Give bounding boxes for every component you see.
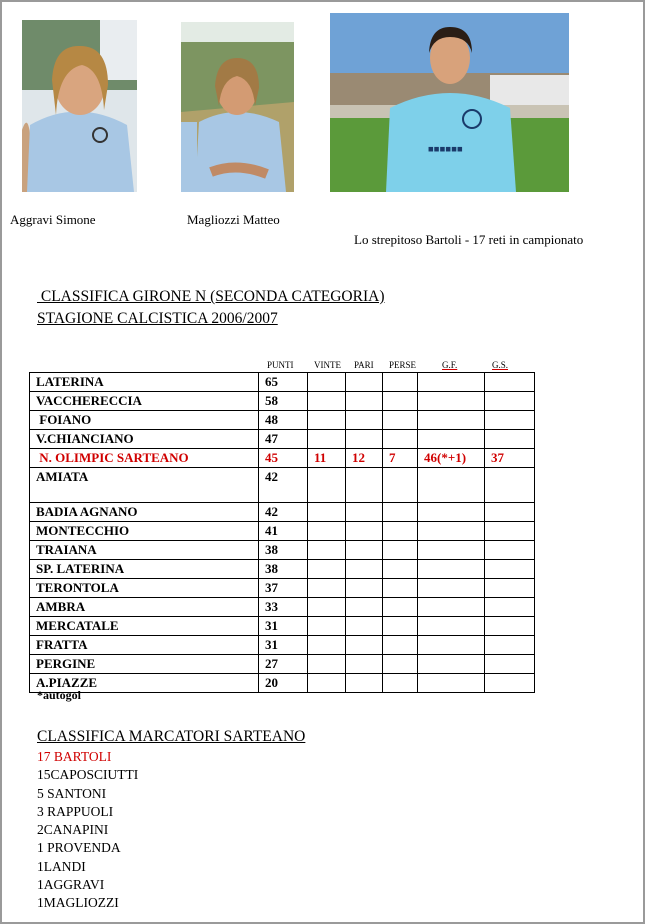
cell-gs (485, 655, 535, 674)
cell-perse (383, 655, 418, 674)
table-row (30, 541, 535, 560)
table-row (30, 449, 535, 468)
photo-bartoli (330, 13, 569, 192)
cell-vinte (308, 468, 346, 503)
cell-perse (383, 468, 418, 503)
standings-season: STAGIONE CALCISTICA 2006/2007 (37, 310, 278, 327)
cell-vinte (308, 373, 346, 392)
cell-gs (485, 373, 535, 392)
scorer-item: 1AGGRAVI (37, 877, 105, 893)
col-header-gs: G.S. (492, 360, 509, 370)
cell-gf (418, 411, 485, 430)
cell-gf (418, 617, 485, 636)
standings-table (29, 372, 535, 693)
cell-punti: 20 (259, 674, 308, 693)
cell-vinte (308, 503, 346, 522)
cell-gf (418, 522, 485, 541)
cell-perse: 7 (383, 449, 418, 468)
team-name: TERONTOLA (30, 579, 259, 598)
cell-punti: 48 (259, 411, 308, 430)
cell-gs: 37 (485, 449, 535, 468)
cell-gf (418, 655, 485, 674)
table-row (30, 373, 535, 392)
team-name: AMIATA (30, 468, 259, 503)
cell-gf (418, 503, 485, 522)
svg-text:◼◼◼◼◼◼: ◼◼◼◼◼◼ (428, 145, 463, 153)
cell-punti: 42 (259, 503, 308, 522)
cell-vinte: 11 (308, 449, 346, 468)
team-name: TRAIANA (30, 541, 259, 560)
scorer-item: 1LANDI (37, 858, 86, 874)
cell-gs (485, 617, 535, 636)
cell-vinte (308, 430, 346, 449)
team-name: FOIANO (30, 411, 259, 430)
table-row (30, 598, 535, 617)
cell-vinte (308, 560, 346, 579)
cell-vinte (308, 411, 346, 430)
cell-punti: 45 (259, 449, 308, 468)
cell-punti: 31 (259, 636, 308, 655)
team-name: BADIA AGNANO (30, 503, 259, 522)
cell-punti: 37 (259, 579, 308, 598)
cell-perse (383, 411, 418, 430)
table-row (30, 617, 535, 636)
cell-vinte (308, 392, 346, 411)
cell-punti: 41 (259, 522, 308, 541)
cell-perse (383, 560, 418, 579)
cell-pari (346, 655, 383, 674)
cell-vinte (308, 617, 346, 636)
cell-gs (485, 522, 535, 541)
cell-gf (418, 579, 485, 598)
standings-title: CLASSIFICA GIRONE N (SECONDA CATEGORIA) (37, 288, 385, 305)
table-row (30, 522, 535, 541)
cell-pari (346, 430, 383, 449)
cell-perse (383, 674, 418, 693)
cell-punti: 47 (259, 430, 308, 449)
cell-perse (383, 617, 418, 636)
team-name: LATERINA (30, 373, 259, 392)
table-row (30, 503, 535, 522)
cell-punti: 38 (259, 560, 308, 579)
col-header-pari: PARI (354, 360, 374, 370)
cell-pari (346, 373, 383, 392)
cell-gf (418, 373, 485, 392)
scorer-item: 15CAPOSCIUTTI (37, 767, 139, 783)
scorer-item: 2CANAPINI (37, 822, 109, 838)
cell-gs (485, 411, 535, 430)
cell-pari (346, 636, 383, 655)
cell-pari (346, 617, 383, 636)
caption-magliozzi: Magliozzi Matteo (187, 212, 280, 227)
footnote-autogol: *autogol (37, 688, 82, 702)
cell-perse (383, 598, 418, 617)
team-name: PERGINE (30, 655, 259, 674)
cell-pari (346, 392, 383, 411)
team-name: V.CHIANCIANO (30, 430, 259, 449)
cell-punti: 38 (259, 541, 308, 560)
table-row (30, 636, 535, 655)
cell-pari (346, 411, 383, 430)
cell-punti: 42 (259, 468, 308, 503)
table-row (30, 411, 535, 430)
col-header-punti: PUNTI (267, 360, 294, 370)
team-name: AMBRA (30, 598, 259, 617)
cell-vinte (308, 636, 346, 655)
scorer-item: 1MAGLIOZZI (37, 895, 119, 911)
table-row (30, 392, 535, 411)
team-name: MONTECCHIO (30, 522, 259, 541)
cell-gf: 46(*+1) (418, 449, 485, 468)
team-name: FRATTA (30, 636, 259, 655)
cell-punti: 65 (259, 373, 308, 392)
team-name: SP. LATERINA (30, 560, 259, 579)
cell-perse (383, 541, 418, 560)
cell-gs (485, 674, 535, 693)
team-name: N. OLIMPIC SARTEANO (30, 449, 259, 468)
cell-gs (485, 392, 535, 411)
col-header-gf: G.F. (442, 360, 458, 370)
cell-vinte (308, 598, 346, 617)
team-name: VACCHERECCIA (30, 392, 259, 411)
col-header-vinte: VINTE (314, 360, 341, 370)
cell-gf (418, 541, 485, 560)
scorers-title: CLASSIFICA MARCATORI SARTEANO (37, 728, 306, 745)
photo-magliozzi (181, 22, 294, 192)
cell-gs (485, 579, 535, 598)
cell-gf (418, 560, 485, 579)
scorer-item: 5 SANTONI (37, 785, 107, 801)
cell-gf (418, 598, 485, 617)
cell-gs (485, 560, 535, 579)
team-name: MERCATALE (30, 617, 259, 636)
cell-pari (346, 503, 383, 522)
cell-pari (346, 674, 383, 693)
scorer-item: 3 RAPPUOLI (37, 803, 114, 819)
cell-perse (383, 373, 418, 392)
cell-gf (418, 430, 485, 449)
cell-gf (418, 674, 485, 693)
table-row (30, 655, 535, 674)
team-name: A.PIAZZE (30, 674, 259, 693)
cell-punti: 27 (259, 655, 308, 674)
table-row (30, 468, 535, 503)
cell-perse (383, 503, 418, 522)
scorer-item: 17 BARTOLI (37, 749, 112, 764)
cell-gf (418, 636, 485, 655)
cell-punti: 33 (259, 598, 308, 617)
cell-pari (346, 598, 383, 617)
cell-punti: 31 (259, 617, 308, 636)
cell-gf (418, 468, 485, 503)
cell-punti: 58 (259, 392, 308, 411)
table-row (30, 560, 535, 579)
cell-gs (485, 468, 535, 503)
table-row (30, 430, 535, 449)
cell-gs (485, 503, 535, 522)
cell-pari (346, 541, 383, 560)
cell-gf (418, 392, 485, 411)
cell-pari (346, 560, 383, 579)
cell-vinte (308, 655, 346, 674)
cell-pari: 12 (346, 449, 383, 468)
cell-vinte (308, 674, 346, 693)
cell-vinte (308, 541, 346, 560)
col-header-perse: PERSE (389, 360, 417, 370)
caption-aggravi: Aggravi Simone (10, 212, 96, 227)
cell-vinte (308, 579, 346, 598)
table-row (30, 579, 535, 598)
cell-perse (383, 579, 418, 598)
cell-pari (346, 468, 383, 503)
cell-gs (485, 430, 535, 449)
cell-gs (485, 541, 535, 560)
table-row (30, 674, 535, 693)
cell-pari (346, 579, 383, 598)
cell-perse (383, 522, 418, 541)
cell-perse (383, 636, 418, 655)
photo-aggravi (22, 20, 137, 192)
cell-gs (485, 636, 535, 655)
cell-perse (383, 392, 418, 411)
cell-gs (485, 598, 535, 617)
caption-bartoli: Lo strepitoso Bartoli - 17 reti in campionato (354, 232, 584, 247)
cell-perse (383, 430, 418, 449)
scorer-item: 1 PROVENDA (37, 840, 121, 856)
cell-pari (346, 522, 383, 541)
scorers-list (37, 748, 138, 913)
cell-vinte (308, 522, 346, 541)
